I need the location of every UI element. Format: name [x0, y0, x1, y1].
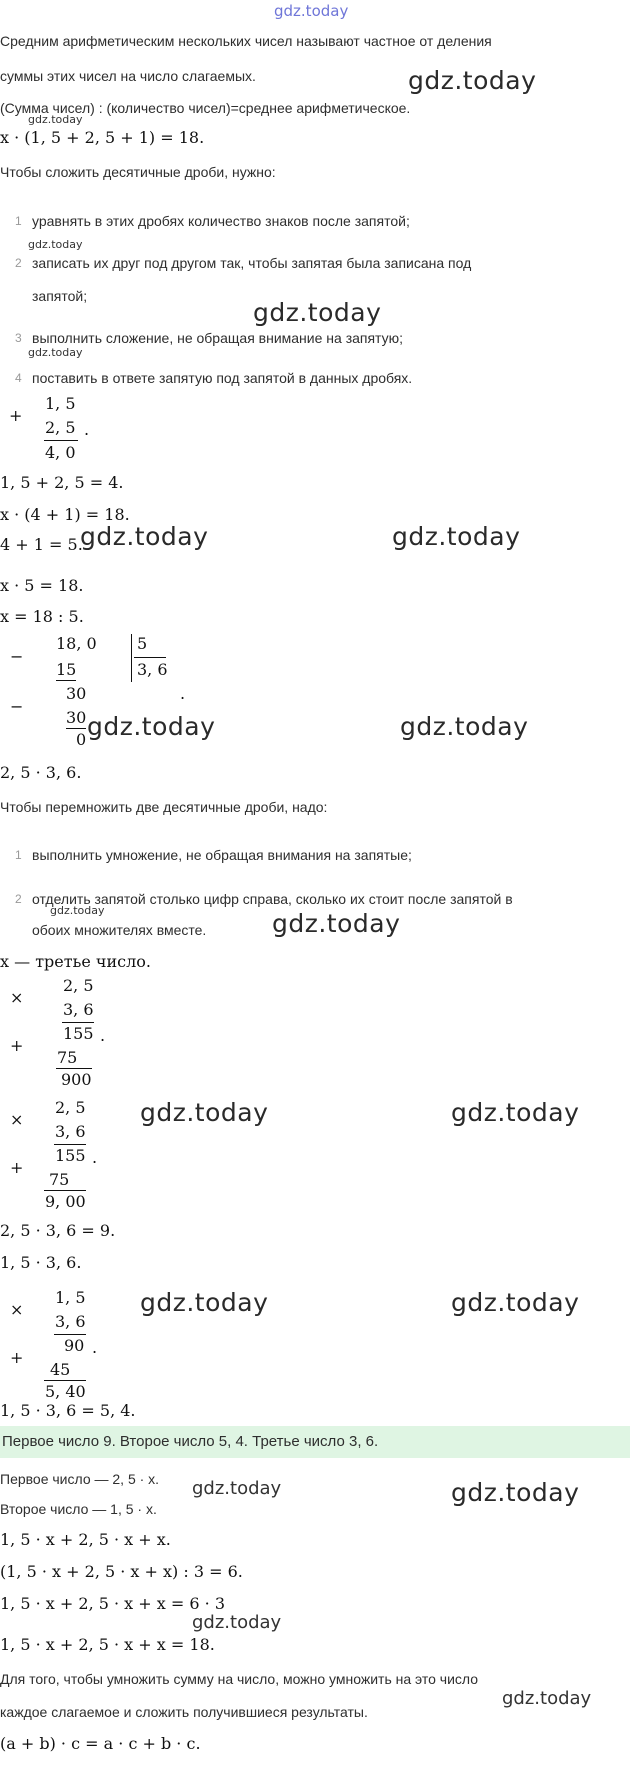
distributive-rule-line-2: каждое слагаемое и сложить получившиеся результаты.: [0, 1704, 368, 1720]
list-item: выполнить умножение, не обращая внимания на запятые;: [32, 847, 412, 863]
answer-text: Первое число 9. Второе число 5, 4. Третье число 3, 6.: [2, 1433, 379, 1450]
equation-3: x · (4 + 1) = 18.: [0, 505, 130, 524]
factor-1: 2, 5: [55, 1098, 86, 1117]
equation-1: x · (1, 5 + 2, 5 + 1) = 18.: [0, 128, 205, 147]
third-number-def: x — третье число.: [0, 952, 151, 971]
list-number: 2: [15, 892, 22, 906]
watermark: gdz.today: [140, 1098, 269, 1127]
factor-1: 2, 5: [63, 976, 94, 995]
product-result: 5, 40: [45, 1382, 86, 1401]
watermark: gdz.today: [28, 346, 83, 359]
second-number-def: Второе число — 1, 5 · x.: [0, 1501, 157, 1517]
subtrahend-1: 15: [56, 660, 77, 679]
period: .: [100, 1026, 106, 1045]
equation-2: 1, 5 + 2, 5 = 4.: [0, 473, 124, 492]
watermark: gdz.today: [28, 238, 83, 251]
list-number: 4: [15, 371, 22, 385]
factor-2: 3, 6: [55, 1312, 86, 1331]
factor-2: 3, 6: [63, 1000, 94, 1019]
period: .: [180, 684, 186, 703]
list-item: записать их друг под другом так, чтобы запятая была записана под: [32, 255, 472, 271]
sum-line: [56, 1068, 92, 1069]
watermark-top: gdz.today: [274, 2, 349, 20]
division-bar: [131, 634, 132, 682]
factor-2: 3, 6: [55, 1122, 86, 1141]
subtract-line-1: [56, 680, 76, 681]
period: .: [92, 1148, 98, 1167]
watermark: gdz.today: [50, 904, 105, 917]
watermark: gdz.today: [87, 712, 216, 741]
product-result: 9, 00: [45, 1192, 86, 1211]
definition-line-2: суммы этих чисел на число слагаемых.: [0, 68, 256, 84]
watermark: gdz.today: [140, 1288, 269, 1317]
watermark: gdz.today: [451, 1288, 580, 1317]
list-item: поставить в ответе запятую под запятой в данных дробях.: [32, 370, 413, 386]
watermark: gdz.today: [192, 1478, 282, 1499]
dividend: 18, 0: [56, 634, 97, 653]
product-line: [62, 1022, 94, 1023]
equation-9: 1, 5 · 3, 6.: [0, 1253, 82, 1272]
addend-2: 2, 5: [45, 418, 76, 437]
minus-sign: −: [10, 647, 24, 666]
distributive-rule-line-1: Для того, чтобы умножить сумму на число, можно умножить на это число: [0, 1671, 479, 1687]
watermark: gdz.today: [272, 909, 401, 938]
equation-13: 1, 5 · x + 2, 5 · x + x = 6 · 3: [0, 1594, 225, 1613]
remainder-2: 0: [76, 730, 87, 749]
watermark: gdz.today: [502, 1688, 592, 1709]
sum-line: [44, 1190, 86, 1191]
list-item-continuation: обоих множителях вместе.: [32, 922, 207, 938]
plus-sign: +: [10, 1348, 24, 1367]
watermark: gdz.today: [408, 66, 537, 95]
sum-line: [44, 440, 78, 441]
watermark: gdz.today: [28, 113, 83, 126]
product-line: [54, 1144, 86, 1145]
list-item: отделить запятой столько цифр справа, сколько их стоит после запятой в: [32, 891, 513, 907]
period: .: [84, 420, 90, 439]
partial-2: 75: [57, 1048, 78, 1067]
equation-15: (a + b) · c = a · c + b · c.: [0, 1734, 201, 1753]
equation-14: 1, 5 · x + 2, 5 · x + x = 18.: [0, 1635, 215, 1654]
watermark: gdz.today: [400, 712, 529, 741]
divisor-line: [134, 657, 166, 658]
sum-line: [44, 1380, 86, 1381]
addend-1: 1, 5: [45, 394, 76, 413]
product-line: [54, 1334, 86, 1335]
minus-sign: −: [10, 697, 24, 716]
plus-sign: +: [10, 1158, 24, 1177]
partial-1: 155: [55, 1146, 86, 1165]
equation-11: 1, 5 · x + 2, 5 · x + x.: [0, 1530, 171, 1549]
quotient: 3, 6: [137, 660, 168, 679]
list-number: 3: [15, 331, 22, 345]
addition-rule-intro: Чтобы сложить десятичные дроби, нужно:: [0, 164, 276, 180]
times-sign: ×: [10, 988, 24, 1007]
list-item: выполнить сложение, не обращая внимание на запятую;: [32, 330, 404, 346]
subtract-line-2: [66, 728, 86, 729]
watermark: gdz.today: [192, 1612, 282, 1633]
times-sign: ×: [10, 1300, 24, 1319]
first-number-def: Первое число — 2, 5 · x.: [0, 1471, 160, 1487]
sum-result: 4, 0: [45, 443, 76, 462]
product-result: 900: [61, 1070, 92, 1089]
plus-sign: +: [10, 1036, 24, 1055]
subtrahend-2: 30: [66, 708, 87, 727]
partial-1: 90: [64, 1336, 85, 1355]
factor-1: 1, 5: [55, 1288, 86, 1307]
equation-12: (1, 5 · x + 2, 5 · x + x) : 3 = 6.: [0, 1562, 243, 1581]
equation-8: 2, 5 · 3, 6 = 9.: [0, 1221, 116, 1240]
equation-10: 1, 5 · 3, 6 = 5, 4.: [0, 1401, 136, 1420]
equation-7: 2, 5 · 3, 6.: [0, 763, 82, 782]
definition-line-1: Средним арифметическим нескольких чисел называют частное от деления: [0, 33, 492, 49]
watermark: gdz.today: [451, 1478, 580, 1507]
watermark: gdz.today: [253, 298, 382, 327]
equation-4: 4 + 1 = 5.: [0, 535, 83, 554]
definition-formula: (Сумма чисел) : (количество чисел)=среднее арифметическое.: [0, 100, 411, 116]
divisor: 5: [137, 634, 148, 653]
partial-2: 45: [50, 1360, 71, 1379]
multiplication-rule-intro: Чтобы перемножить две десятичные дроби, надо:: [0, 799, 328, 815]
watermark: gdz.today: [451, 1098, 580, 1127]
times-sign: ×: [10, 1110, 24, 1129]
partial-2: 75: [49, 1170, 70, 1189]
list-item-continuation: запятой;: [32, 288, 88, 304]
watermark: gdz.today: [80, 522, 209, 551]
partial-1: 155: [63, 1024, 94, 1043]
remainder-1: 30: [66, 684, 87, 703]
list-number: 2: [15, 256, 22, 270]
list-item: уравнять в этих дробях количество знаков после запятой;: [32, 213, 410, 229]
plus-sign: +: [9, 406, 23, 425]
equation-5: x · 5 = 18.: [0, 576, 84, 595]
period: .: [92, 1338, 98, 1357]
watermark: gdz.today: [392, 522, 521, 551]
list-number: 1: [15, 214, 22, 228]
equation-6: x = 18 : 5.: [0, 607, 84, 626]
list-number: 1: [15, 848, 22, 862]
